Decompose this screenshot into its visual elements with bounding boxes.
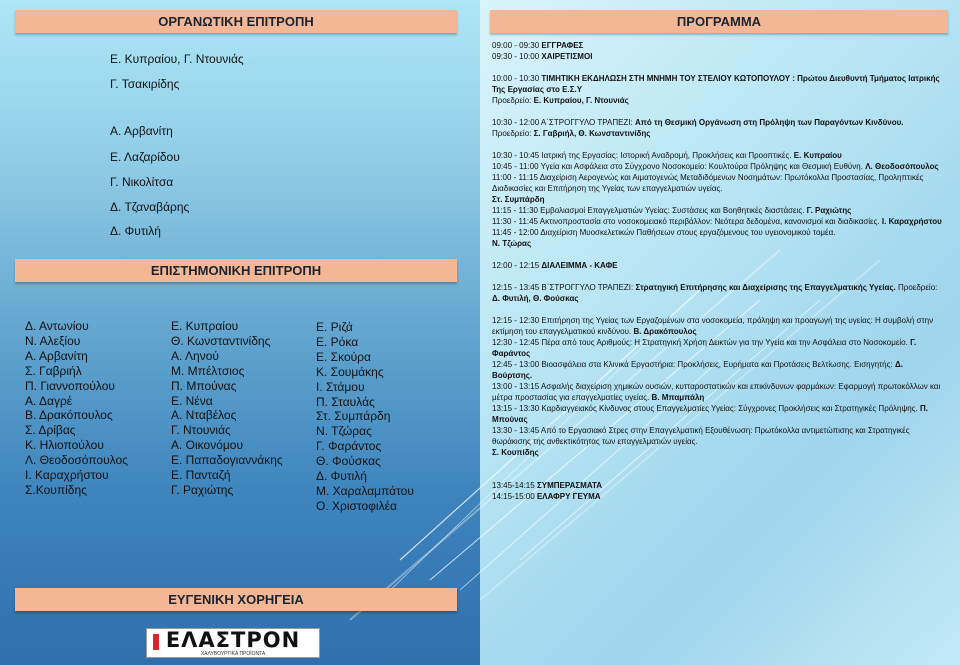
talk: 10:30 - 10:45 Ιατρική της Εργασίας: Ιστορική Αναδρομή, Προκλήσεις και Προοπτικές. Ε. Κυπραίου <box>492 151 842 160</box>
scientific-member: Μ. Χαραλαμπάτου <box>316 483 414 498</box>
talk: 12:15 - 12:30 Επιτήρηση της Υγείας των Εργαζομένων στα νοσοκομεία, πρόληψη και προαγωγή της υγείας: Η συμβολή στην εκτίμηση του επαγγελματικού κινδύνου. Β. Δρακόπουλος <box>492 316 934 336</box>
scientific-member: Στ. Συμπάρδη <box>316 409 391 424</box>
scientific-member: Ε. Πανταζή <box>171 468 231 483</box>
scientific-member: Ο. Χριστοφιλέα <box>316 498 397 513</box>
scientific-member: Π. Μπούνας <box>171 378 237 393</box>
organizing-member: Δ. Τζαναβάρης <box>110 200 190 214</box>
scientific-member: Ε. Νένα <box>171 393 213 408</box>
scientific-member: Ν. Αλεξίου <box>25 333 81 348</box>
sponsor-logo <box>146 628 320 658</box>
schedule-item: 09:00 - 09:30 ΕΓΓΡΑΦΕΣ <box>492 41 584 50</box>
scientific-member: Θ. Φούσκας <box>316 454 381 469</box>
scientific-member: Γ. Ραχιώτης <box>171 482 234 497</box>
scientific-member: Ε. Ρόκα <box>316 334 359 349</box>
talk: 10:45 - 11:00 Υγεία και Ασφάλεια στο Σύγχρονο Νοσοκομείο: Κουλτούρα Πρόληψης και Θεσμική Ευθύνη. Λ. Θεοδοσόπουλος <box>492 162 939 171</box>
talk: 11:30 - 11:45 Ακτινοπροστασία στο νοσοκομειακό περιβάλλον: Νεότερα δεδομένα, κανονισμοί και διαδικασίες. Ι. Καραχρήστου <box>492 217 942 226</box>
scientific-column-3 <box>316 320 414 514</box>
schedule-item: 12:00 - 12:15 ΔΙΑΛΕΙΜΜΑ - ΚΑΦΕ <box>492 261 618 270</box>
scientific-member: Ι. Καραχρήστου <box>25 468 109 483</box>
scientific-member: Π. Σταυλάς <box>316 394 375 409</box>
scientific-member: Δ. Αντωνίου <box>25 319 89 333</box>
scientific-column-2 <box>171 319 283 498</box>
schedule-item: 10:00 - 10:30 ΤΙΜΗΤΙΚΗ ΕΚΔΗΛΩΣΗ ΣΤΗ ΜΝΗΜΗ ΤΟΥ ΣΤΕΛΙΟΥ ΚΩΤΟΠΟΥΛΟΥ : Πρώτου Διευθυντή Τμήματος Ιατρικής Της Εργασίας στο Ε.Σ.Υ <box>492 74 940 94</box>
scientific-member: Α. Οικονόμου <box>171 438 244 453</box>
scientific-member: Δ. Φυτιλή <box>316 469 367 484</box>
scientific-member: Κ. Ηλιοπούλου <box>25 438 104 453</box>
scientific-member: Α. Αρβανίτη <box>25 348 88 363</box>
talk: 12:45 - 13:00 Βιοασφάλεια στα Κλινικά Εργαστήρια: Προκλήσεις, Ευρήματα και Προτάσεις Βελτίωσης. Εισηγητής: Δ. Βούρτσης. <box>492 360 903 380</box>
schedule-item: 14:15-15:00 ΕΛΑΦΡΥ ΓΕΥΜΑ <box>492 492 601 501</box>
scientific-member: Ε. Κυπραίου <box>171 319 239 333</box>
program-schedule <box>492 40 942 502</box>
schedule-item: 13:45-14:15 ΣΥΜΠΕΡΑΣΜΑΤΑ <box>492 481 603 490</box>
scientific-member: Κ. Σουμάκης <box>316 364 384 379</box>
talk: 13:15 - 13:30 Καρδιαγγειακός Κίνδυνος στους Επαγγελματίες Υγείας: Σύγχρονες Προκλήσεις και Στρατηγικές Πρόληψης. Π. Μπούνας <box>492 404 928 424</box>
schedule-chair: Προεδρείο: Ε. Κυπραίου, Γ. Ντουνιάς <box>492 96 629 105</box>
program-header: ΠΡΟΓΡΑΜΜΑ <box>490 10 948 33</box>
talk: 11:15 - 11:30 Εμβολιασμοί Επαγγελματιών Υγείας: Συστάσεις και Βοηθητικές διαστάσεις. Γ. Ραχιώτης <box>492 206 852 215</box>
talk: 11:00 - 11:15 Διαχείριση Αερογενώς και Αιματογενώς Μεταδιδόμενων Νοσημάτων: Πρωτόκολλα Προστασίας, Προληπτικές Διαδικασίες και Επιτήρηση της Υγείας των επαγγελματιών υγείας. Στ. Συμπάρδη <box>492 173 924 204</box>
organizing-member: Ε. Κυπραίου, Γ. Ντουνιάς <box>110 52 244 66</box>
scientific-member: Ι. Στάμου <box>316 379 365 394</box>
organizing-member: Ε. Λαζαρίδου <box>110 150 180 164</box>
scientific-member: Γ. Ντουνιάς <box>171 423 231 438</box>
scientific-member: Ν. Τζώρας <box>316 424 372 439</box>
scientific-column-1 <box>25 319 128 498</box>
scientific-member: Α. Δαγρέ <box>25 393 73 408</box>
scientific-member: Θ. Κωνσταντινίδης <box>171 333 271 348</box>
organizing-member: Α. Αρβανίτη <box>110 124 173 138</box>
organizing-committee-header: ΟΡΓΑΝΩΤΙΚΗ ΕΠΙΤΡΟΠΗ <box>15 10 457 33</box>
scientific-member: Λ. Θεοδοσόπουλος <box>25 453 128 468</box>
schedule-item: 10:30 - 12:00 Α΄ΣΤΡΟΓΓΥΛΟ ΤΡΑΠΕΖΙ: Από τη Θεσμική Οργάνωση στη Πρόληψη των Παραγόντων Κινδύνου. Προεδρείο: Σ. Γαβριήλ, Θ. Κωνσταντινίδης <box>492 118 904 138</box>
scientific-member: Α. Ληνού <box>171 348 219 363</box>
schedule-item: 12:15 - 13:45 Β΄ΣΤΡΟΓΓΥΛΟ ΤΡΑΠΕΖΙ: Στρατηγική Επιτήρησης και Διαχείρισης της Επαγγελματικής Υγείας. Προεδρείο: Δ. Φυτιλή, Θ. Φούσκας <box>492 283 938 303</box>
scientific-member: Ε. Ριζά <box>316 320 353 334</box>
organizing-member: Γ. Νικολίτσα <box>110 175 174 189</box>
talk: 11:45 - 12:00 Διαχείριση Μυοσκελετικών Παθήσεων στους εργαζόμενους του υγειονομικού τομέα. Ν. Τζώρας <box>492 228 836 248</box>
scientific-member: Ε. Σκούρα <box>316 349 371 364</box>
organizing-member: Γ. Τσακιρίδης <box>110 77 180 91</box>
scientific-member: Ε. Παπαδογιαννάκης <box>171 453 283 468</box>
schedule-item: 09:30 - 10:00 ΧΑΙΡΕΤΙΣΜΟΙ <box>492 52 593 61</box>
scientific-committee-header: ΕΠΙΣΤΗΜΟΝΙΚΗ ΕΠΙΤΡΟΠΗ <box>15 259 457 282</box>
talk: 13:00 - 13:15 Ασφαλής διαχείριση χημικών ουσιών, κυτταροστατικών και επικίνδυνων φαρμάκων: Εφαρμογή πρωτοκόλλων και μέτρα προστασίας για επαγγελματίες υγείας. Β. Μπαμπάλη <box>492 382 941 402</box>
scientific-member: Σ. Δρίβας <box>25 423 76 438</box>
sponsor-logo-subtitle: ΧΑΛΥΒΟΥΡΓΙΚΑ ΠΡΟΪΟΝΤΑ <box>200 651 266 657</box>
organizing-member: Δ. Φυτιλή <box>110 224 161 238</box>
scientific-member: Μ. Μπέλτσιος <box>171 363 245 378</box>
sponsor-logo-text: ΕΛΑΣΤΡΟΝ <box>165 628 301 652</box>
scientific-member: Σ. Γαβριήλ <box>25 363 82 378</box>
talk: 13:30 - 13:45 Από το Εργασιακό Στρες στην Επαγγελματική Εξουθένωση: Πρωτόκολλα αντιμετώπισης και Στρατηγικές θωράκισης της ανθεκτικότητας των επαγγελματιών υγείας. Σ. Κουπίδης <box>492 426 910 457</box>
scientific-member: Α. Νταβέλος <box>171 408 237 423</box>
scientific-member: Σ.Κουπίδης <box>25 482 87 497</box>
scientific-member: Π. Γιαννοπούλου <box>25 378 115 393</box>
talk: 12:30 - 12:45 Πέρα από τους Αριθμούς: Η Στρατηγική Χρήση Δεικτών για την Υγεία και την Ασφάλεια στο Νοσοκομείο. Γ. Φαράντος <box>492 338 917 358</box>
sponsor-header: ΕΥΓΕΝΙΚΗ ΧΟΡΗΓΕΙΑ <box>15 588 457 611</box>
scientific-member: Β. Δρακόπουλος <box>25 408 113 423</box>
scientific-member: Γ. Φαράντος <box>316 439 382 454</box>
